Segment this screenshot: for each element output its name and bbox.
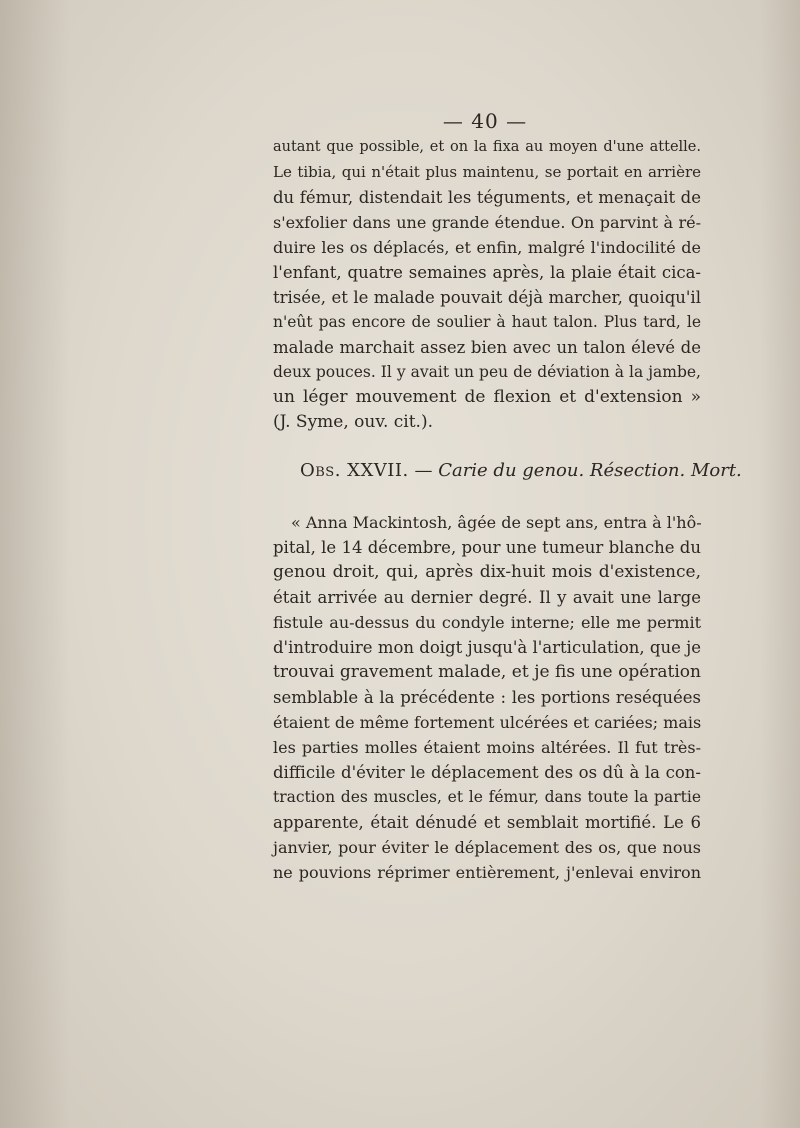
observation-heading [300, 458, 742, 483]
text-line: était arrivée au dernier degré. Il y avait une large [273, 588, 701, 607]
text-line: janvier, pour éviter le déplacement des os, que nous [273, 838, 701, 857]
text-line: deux pouces. Il y avait un peu de déviation à la jambe, [273, 363, 701, 381]
text-line: l'enfant, quatre semaines après, la plaie était cica- [273, 263, 701, 282]
page-shadow-left [0, 0, 70, 1128]
text-line: (J. Syme, ouv. cit.). [273, 412, 433, 432]
paragraph-2 [273, 510, 701, 885]
text-line: fistule au-dessus du condyle interne; elle me permit [273, 613, 701, 632]
text-line: semblable à la précédente : les portions reséquées [273, 688, 701, 707]
page-number: — 40 — [442, 109, 528, 133]
text-line: n'eût pas encore de soulier à haut talon. Plus tard, le [273, 313, 701, 331]
text-line: étaient de même fortement ulcérées et cariées; mais [273, 713, 702, 732]
text-line: ne pouvions réprimer entièrement, j'enlevai environ [273, 863, 701, 882]
text-line: les parties molles étaient moins altérées. Il fut très- [273, 738, 701, 757]
text-line: apparente, était dénudé et semblait mortifié. Le 6 [273, 813, 701, 832]
text-line: difficile d'éviter le déplacement des os dû à la con- [273, 763, 701, 782]
observation-dash: — [408, 460, 439, 481]
text-line: traction des muscles, et le fémur, dans toute la partie [273, 788, 701, 806]
observation-label: Obs. XXVII. [300, 460, 409, 481]
text-line: un léger mouvement de flexion et d'extension » [273, 387, 701, 407]
text-line: Le tibia, qui n'était plus maintenu, se portait en arrière [273, 163, 701, 181]
observation-title: Carie du genou. Résection. Mort. [438, 460, 742, 481]
paragraph-1 [273, 135, 701, 435]
text-line: s'exfolier dans une grande étendue. On parvint à ré- [273, 213, 701, 232]
text-line: autant que possible, et on la fixa au moyen d'une attelle. [273, 139, 701, 155]
text-line: malade marchait assez bien avec un talon élevé de [273, 338, 701, 357]
text-line: « Anna Mackintosh, âgée de sept ans, entra à l'hô- [291, 513, 702, 532]
text-line: pital, le 14 décembre, pour une tumeur blanche du [273, 538, 701, 557]
text-line: genou droit, qui, après dix-huit mois d'existence, [273, 562, 701, 582]
text-line: d'introduire mon doigt jusqu'à l'articulation, que je [273, 638, 701, 657]
page-shadow-right [760, 0, 800, 1128]
text-line: duire les os déplacés, et enfin, malgré l'indocilité de [273, 238, 701, 257]
text-line: trisée, et le malade pouvait déjà marcher, quoiqu'il [273, 288, 701, 307]
text-line: trouvai gravement malade, et je fis une opération [273, 662, 701, 682]
text-line: du fémur, distendait les téguments, et menaçait de [273, 188, 701, 207]
